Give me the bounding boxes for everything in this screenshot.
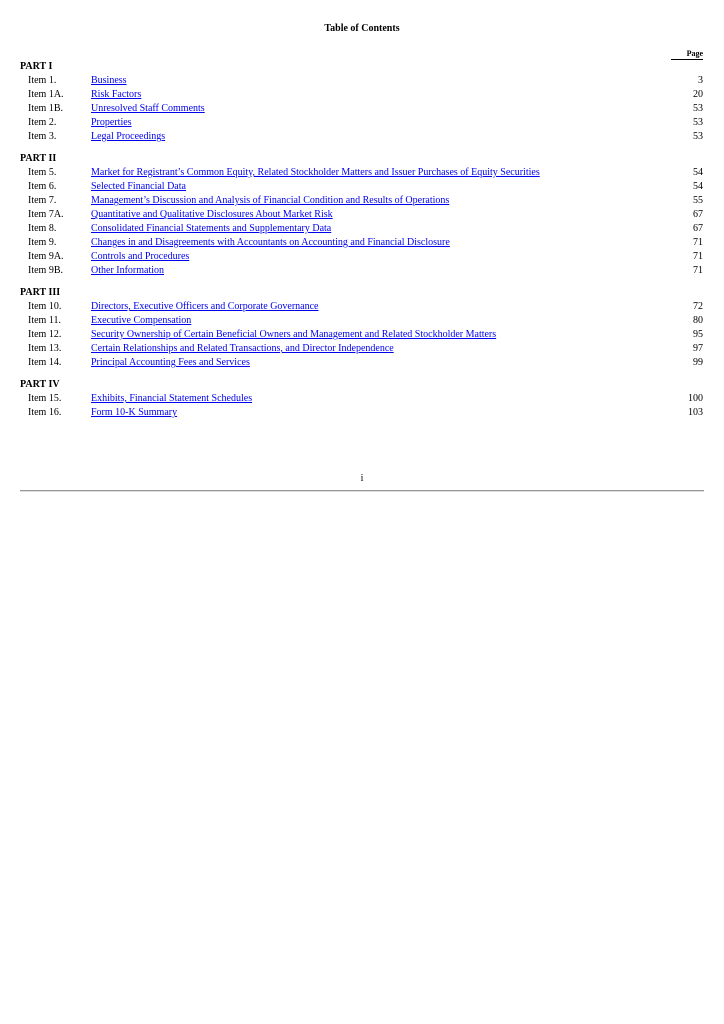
item-number: Item 1.	[28, 75, 57, 86]
item-number: Item 3.	[28, 131, 57, 142]
toc-row	[20, 236, 704, 250]
toc-row	[20, 88, 704, 102]
item-number: Item 5.	[28, 167, 57, 178]
item-link[interactable]: Quantitative and Qualitative Disclosures About Market Risk	[91, 209, 333, 220]
item-link[interactable]: Executive Compensation	[91, 315, 192, 326]
item-number: Item 1A.	[28, 89, 64, 100]
toc-row	[20, 102, 704, 116]
toc-row	[20, 328, 704, 342]
footer-divider	[20, 490, 704, 492]
item-page-number: 3	[698, 75, 703, 86]
item-number: Item 7.	[28, 195, 57, 206]
item-link[interactable]: Principal Accounting Fees and Services	[91, 357, 250, 368]
item-page-number: 100	[688, 393, 703, 404]
item-number: Item 15.	[28, 393, 62, 404]
toc-row	[20, 116, 704, 130]
page-title: Table of Contents	[324, 23, 400, 34]
item-number: Item 7A.	[28, 209, 64, 220]
item-number: Item 10.	[28, 301, 62, 312]
item-page-number: 103	[688, 407, 703, 418]
toc-row	[20, 250, 704, 264]
item-link[interactable]: Changes in and Disagreements with Accountants on Accounting and Financial Disclosure	[91, 237, 450, 248]
item-link[interactable]: Exhibits, Financial Statement Schedules	[91, 393, 253, 404]
toc-row	[20, 342, 704, 356]
item-number: Item 1B.	[28, 103, 63, 114]
footer-page-number: i	[360, 473, 364, 484]
toc-row	[20, 264, 704, 278]
page-column-header: Page	[671, 49, 703, 60]
item-link[interactable]: Market for Registrant’s Common Equity, Related Stockholder Matters and Issuer Purchases of Equity Securities	[91, 167, 540, 178]
item-page-number: 71	[693, 251, 703, 262]
item-link[interactable]: Directors, Executive Officers and Corporate Governance	[91, 301, 319, 312]
item-link[interactable]: Business	[91, 75, 127, 86]
item-page-number: 99	[693, 357, 703, 368]
toc-row	[20, 166, 704, 180]
toc-part	[20, 60, 704, 144]
item-link[interactable]: Controls and Procedures	[91, 251, 190, 262]
item-page-number: 53	[693, 103, 703, 114]
item-number: Item 2.	[28, 117, 57, 128]
toc-row	[20, 314, 704, 328]
item-link[interactable]: Certain Relationships and Related Transactions, and Director Independence	[91, 343, 394, 354]
toc-row	[20, 392, 704, 406]
toc-row	[20, 356, 704, 370]
item-link[interactable]: Risk Factors	[91, 89, 142, 100]
item-number: Item 16.	[28, 407, 62, 418]
item-number: Item 8.	[28, 223, 57, 234]
item-link[interactable]: Selected Financial Data	[91, 181, 186, 192]
toc-row	[20, 406, 704, 420]
item-number: Item 9.	[28, 237, 57, 248]
toc-part	[20, 286, 704, 370]
item-page-number: 72	[693, 301, 703, 312]
item-page-number: 71	[693, 265, 703, 276]
item-number: Item 14.	[28, 357, 62, 368]
item-page-number: 53	[693, 117, 703, 128]
part-heading: PART IV	[20, 379, 60, 390]
part-heading: PART III	[20, 287, 61, 298]
item-number: Item 13.	[28, 343, 62, 354]
item-number: Item 11.	[28, 315, 61, 326]
item-page-number: 67	[693, 223, 703, 234]
item-number: Item 12.	[28, 329, 62, 340]
item-page-number: 95	[693, 329, 703, 340]
item-link[interactable]: Other Information	[91, 265, 165, 276]
toc-row	[20, 180, 704, 194]
toc-row	[20, 74, 704, 88]
item-link[interactable]: Consolidated Financial Statements and Supplementary Data	[91, 223, 332, 234]
toc-row	[20, 208, 704, 222]
item-page-number: 67	[693, 209, 703, 220]
item-page-number: 97	[693, 343, 703, 354]
part-heading: PART I	[20, 61, 53, 72]
toc-part	[20, 152, 704, 278]
item-link[interactable]: Form 10-K Summary	[91, 407, 178, 418]
item-page-number: 80	[693, 315, 703, 326]
item-link[interactable]: Legal Proceedings	[91, 131, 166, 142]
item-link[interactable]: Security Ownership of Certain Beneficial Owners and Management and Related Stockholder Matters	[91, 329, 497, 340]
item-page-number: 71	[693, 237, 703, 248]
item-page-number: 53	[693, 131, 703, 142]
toc-row	[20, 300, 704, 314]
item-number: Item 9B.	[28, 265, 63, 276]
item-page-number: 20	[693, 89, 703, 100]
item-page-number: 54	[693, 167, 703, 178]
part-heading: PART II	[20, 153, 57, 164]
table-of-contents	[20, 60, 704, 428]
item-page-number: 54	[693, 181, 703, 192]
item-number: Item 6.	[28, 181, 57, 192]
toc-row	[20, 194, 704, 208]
item-number: Item 9A.	[28, 251, 64, 262]
item-link[interactable]: Management’s Discussion and Analysis of Financial Condition and Results of Operations	[91, 195, 450, 206]
item-link[interactable]: Unresolved Staff Comments	[91, 103, 205, 114]
item-page-number: 55	[693, 195, 703, 206]
toc-row	[20, 130, 704, 144]
item-link[interactable]: Properties	[91, 117, 132, 128]
toc-part	[20, 378, 704, 420]
toc-row	[20, 222, 704, 236]
